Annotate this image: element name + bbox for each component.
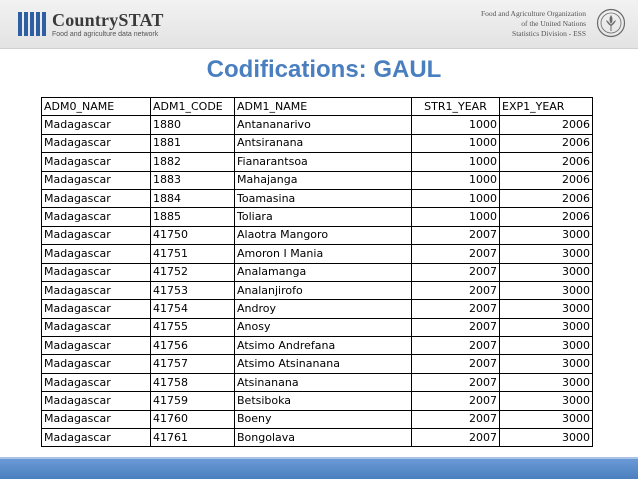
table-row: [42, 281, 593, 299]
cell-str1-year: 2007: [412, 263, 500, 281]
table-row: [42, 318, 593, 336]
table-row: [42, 392, 593, 410]
page-title-text: Codifications: GAUL: [206, 56, 442, 83]
cell-exp1-year: 3000: [500, 281, 593, 299]
table-row: [42, 373, 593, 391]
cell-str1-year: 1000: [412, 171, 500, 189]
cell-exp1-year: 2006: [500, 208, 593, 226]
cell-str1-year: 2007: [412, 429, 500, 447]
cell-adm1-name: Anosy: [235, 318, 412, 336]
header-band: [0, 0, 638, 49]
cell-exp1-year: 3000: [500, 318, 593, 336]
cell-exp1-year: 3000: [500, 226, 593, 244]
cell-adm1-name: Antananarivo: [235, 116, 412, 134]
cell-exp1-year: 2006: [500, 189, 593, 207]
cell-adm1-code: 1885: [151, 208, 235, 226]
cell-str1-year: 2007: [412, 373, 500, 391]
cell-adm0-name: Madagascar: [42, 429, 151, 447]
cell-exp1-year: 3000: [500, 410, 593, 428]
table-row: [42, 208, 593, 226]
cell-adm1-code: 1882: [151, 153, 235, 171]
countrystat-bars-icon: [18, 12, 46, 36]
org-line-3: Statistics Division - ESS: [512, 29, 586, 38]
cell-adm1-name: Atsinanana: [235, 373, 412, 391]
column-header-exp1-year: EXP1_YEAR: [500, 98, 593, 116]
cell-str1-year: 2007: [412, 337, 500, 355]
cell-adm1-code: 41752: [151, 263, 235, 281]
cell-adm1-name: Analamanga: [235, 263, 412, 281]
cell-adm1-code: 41759: [151, 392, 235, 410]
table-row: [42, 429, 593, 447]
table-body: [42, 116, 593, 447]
cell-adm0-name: Madagascar: [42, 134, 151, 152]
table-row: [42, 171, 593, 189]
cell-adm1-name: Toliara: [235, 208, 412, 226]
org-line-2: of the United Nations: [521, 19, 586, 28]
cell-adm1-name: Bongolava: [235, 429, 412, 447]
table-row: [42, 116, 593, 134]
cell-str1-year: 2007: [412, 281, 500, 299]
cell-adm1-code: 1880: [151, 116, 235, 134]
cell-adm1-name: Atsimo Atsinanana: [235, 355, 412, 373]
cell-str1-year: 1000: [412, 134, 500, 152]
cell-adm1-code: 41757: [151, 355, 235, 373]
cell-exp1-year: 3000: [500, 392, 593, 410]
cell-adm1-code: 1881: [151, 134, 235, 152]
table-row: [42, 134, 593, 152]
table-row: [42, 245, 593, 263]
cell-adm0-name: Madagascar: [42, 245, 151, 263]
cell-str1-year: 2007: [412, 355, 500, 373]
cell-adm1-code: 41756: [151, 337, 235, 355]
cell-adm1-code: 41761: [151, 429, 235, 447]
logo-name: CountrySTAT: [52, 9, 164, 30]
cell-adm1-name: Toamasina: [235, 189, 412, 207]
cell-str1-year: 1000: [412, 208, 500, 226]
org-line-1: Food and Agriculture Organization: [480, 9, 586, 18]
cell-adm1-name: Boeny: [235, 410, 412, 428]
cell-adm0-name: Madagascar: [42, 226, 151, 244]
cell-adm0-name: Madagascar: [42, 153, 151, 171]
cell-adm1-name: Antsiranana: [235, 134, 412, 152]
cell-str1-year: 2007: [412, 226, 500, 244]
cell-adm0-name: Madagascar: [42, 318, 151, 336]
cell-str1-year: 2007: [412, 318, 500, 336]
cell-adm1-code: 41755: [151, 318, 235, 336]
cell-adm0-name: Madagascar: [42, 171, 151, 189]
cell-exp1-year: 3000: [500, 300, 593, 318]
cell-str1-year: 2007: [412, 392, 500, 410]
cell-adm1-name: Mahajanga: [235, 171, 412, 189]
countrystat-logo[interactable]: [18, 9, 164, 39]
cell-adm0-name: Madagascar: [42, 337, 151, 355]
cell-adm1-code: 1884: [151, 189, 235, 207]
cell-exp1-year: 2006: [500, 134, 593, 152]
cell-adm0-name: Madagascar: [42, 116, 151, 134]
table-row: [42, 300, 593, 318]
cell-exp1-year: 3000: [500, 263, 593, 281]
cell-adm1-name: Alaotra Mangoro: [235, 226, 412, 244]
cell-adm0-name: Madagascar: [42, 208, 151, 226]
cell-str1-year: 1000: [412, 116, 500, 134]
cell-str1-year: 1000: [412, 153, 500, 171]
cell-adm1-name: Amoron I Mania: [235, 245, 412, 263]
footer-band: [0, 459, 638, 479]
cell-adm0-name: Madagascar: [42, 263, 151, 281]
column-header-adm1-name: ADM1_NAME: [235, 98, 412, 116]
cell-adm1-code: 41753: [151, 281, 235, 299]
table-row: [42, 355, 593, 373]
cell-str1-year: 2007: [412, 245, 500, 263]
table-header-row: [42, 98, 593, 116]
column-header-adm0-name: ADM0_NAME: [42, 98, 151, 116]
cell-adm0-name: Madagascar: [42, 189, 151, 207]
cell-exp1-year: 3000: [500, 429, 593, 447]
fao-organization-text: [481, 9, 586, 39]
table-row: [42, 153, 593, 171]
cell-adm1-code: 41750: [151, 226, 235, 244]
fao-emblem-icon: [596, 8, 626, 38]
cell-adm1-code: 41751: [151, 245, 235, 263]
cell-exp1-year: 2006: [500, 153, 593, 171]
cell-adm0-name: Madagascar: [42, 300, 151, 318]
cell-exp1-year: 3000: [500, 245, 593, 263]
cell-str1-year: 1000: [412, 189, 500, 207]
cell-adm0-name: Madagascar: [42, 410, 151, 428]
cell-adm1-name: Analanjirofo: [235, 281, 412, 299]
cell-adm1-name: Fianarantsoa: [235, 153, 412, 171]
cell-adm1-code: 41758: [151, 373, 235, 391]
cell-adm1-code: 1883: [151, 171, 235, 189]
cell-exp1-year: 3000: [500, 355, 593, 373]
cell-adm1-name: Betsiboka: [235, 392, 412, 410]
column-header-adm1-code: ADM1_CODE: [151, 98, 235, 116]
cell-adm0-name: Madagascar: [42, 373, 151, 391]
cell-exp1-year: 3000: [500, 337, 593, 355]
cell-str1-year: 2007: [412, 300, 500, 318]
cell-adm1-name: Atsimo Andrefana: [235, 337, 412, 355]
page-title: [0, 56, 638, 84]
cell-exp1-year: 2006: [500, 116, 593, 134]
logo-tagline: Food and agriculture data network: [52, 30, 159, 38]
cell-adm1-code: 41760: [151, 410, 235, 428]
cell-adm1-name: Androy: [235, 300, 412, 318]
cell-str1-year: 2007: [412, 410, 500, 428]
table-row: [42, 337, 593, 355]
cell-adm0-name: Madagascar: [42, 355, 151, 373]
table-row: [42, 263, 593, 281]
table-row: [42, 226, 593, 244]
column-header-str1-year: STR1_YEAR: [412, 98, 500, 116]
cell-adm0-name: Madagascar: [42, 281, 151, 299]
cell-adm0-name: Madagascar: [42, 392, 151, 410]
gaul-codes-table: [41, 97, 593, 447]
cell-exp1-year: 3000: [500, 373, 593, 391]
countrystat-wordmark: [52, 11, 164, 38]
table-row: [42, 410, 593, 428]
table-row: [42, 189, 593, 207]
cell-exp1-year: 2006: [500, 171, 593, 189]
cell-adm1-code: 41754: [151, 300, 235, 318]
